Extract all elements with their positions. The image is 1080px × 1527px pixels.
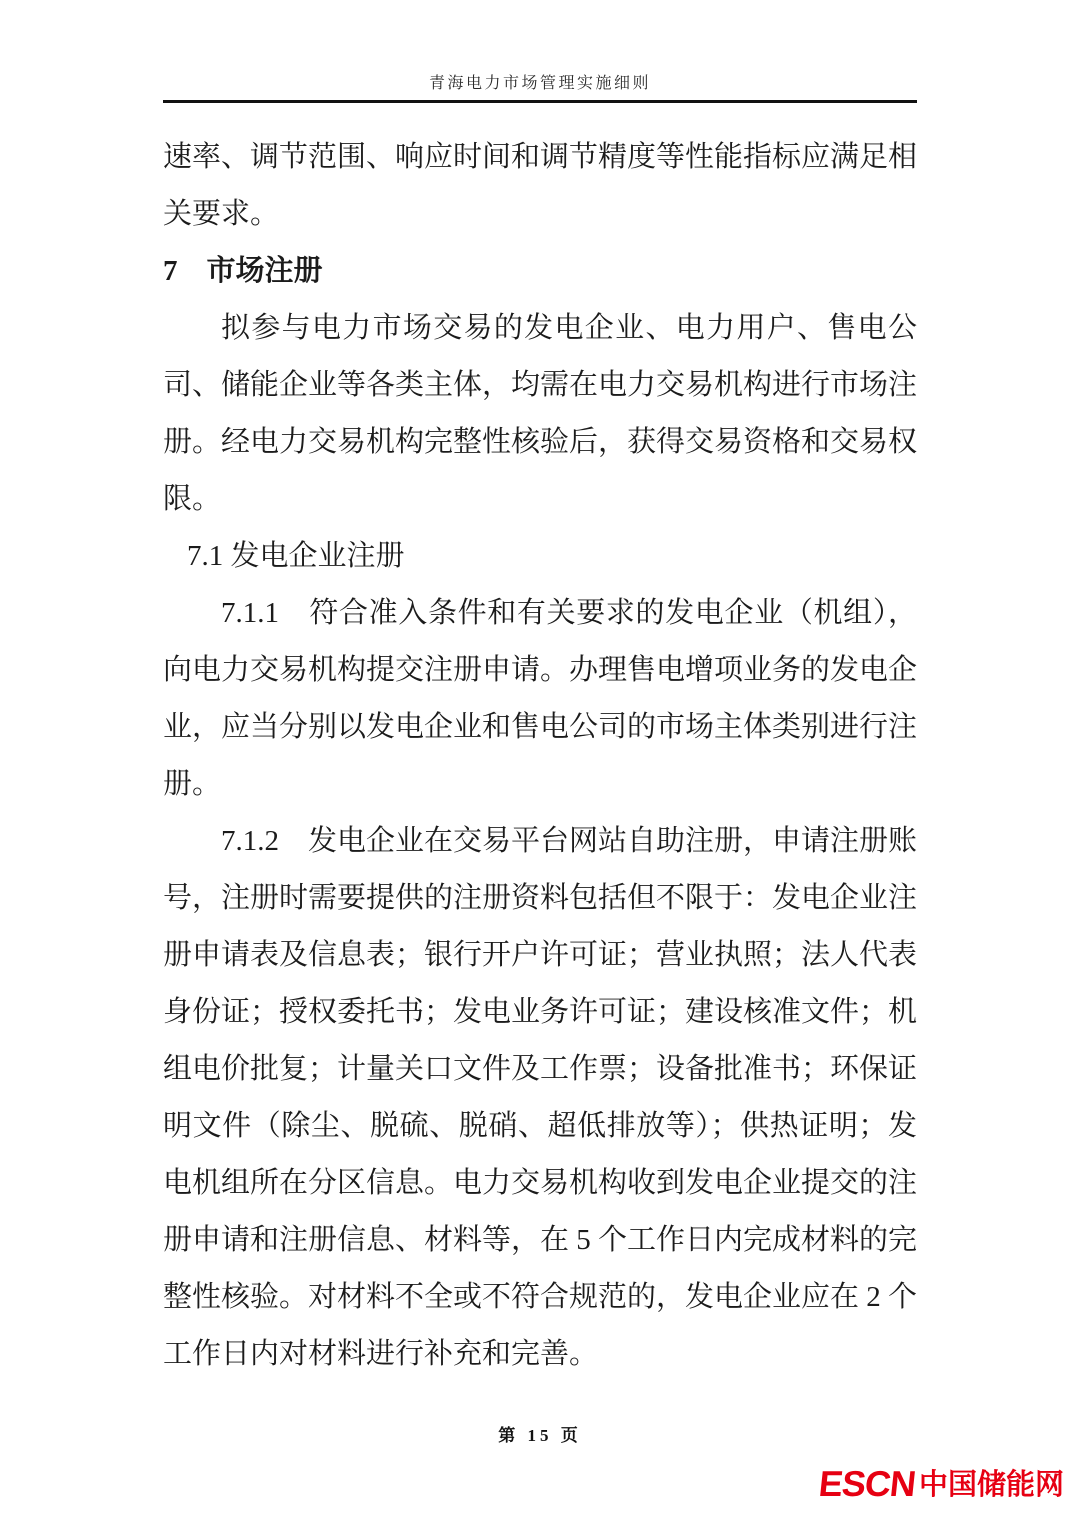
clause-7-1-2-paragraph: 7.1.2 发电企业在交易平台网站自助注册，申请注册账号，注册时需要提供的注册资料包括但不限于：发电企业注册申请表及信息表；银行开户许可证；营业执照；法人代表身份证；授权委托书；发电业务许可证；建设核准文件；机组电价批复；计量关口文件及工作票；设备批准书；环保证明文件（除尘、脱硫、脱硝、超低排放等）；供热证明；发电机组所在分区信息。电力交易机构收到发电企业提交的注册申请和注册信息、材料等，在 5 个工作日内完成材料的完整性核验。对材料不全或不符合规范的，发电企业应在 2 个工作日内对材料进行补充和完善。 bbox=[163, 825, 918, 1370]
paragraph-continuation: 速率、调节范围、响应时间和调节精度等性能指标应满足相关要求。 bbox=[163, 141, 918, 230]
clause-7-1-1-paragraph: 7.1.1 符合准入条件和有关要求的发电企业（机组），向电力交易机构提交注册申请。办理售电增项业务的发电企业，应当分别以发电企业和售电公司的市场主体类别进行注册。 bbox=[163, 597, 918, 800]
section-7-intro-paragraph: 拟参与电力市场交易的发电企业、电力用户、售电公司、储能企业等各类主体，均需在电力交易机构进行市场注册。经电力交易机构完整性核验后，获得交易资格和交易权限。 bbox=[163, 312, 918, 515]
escn-logo-chinese-text: 中国储能网 bbox=[918, 1469, 1064, 1501]
running-header-title: 青海电力市场管理实施细则 bbox=[428, 75, 651, 92]
page-number: 第 15 页 bbox=[498, 1426, 582, 1445]
escn-logo-latin-text: ESCN bbox=[816, 1463, 918, 1504]
document-body bbox=[163, 129, 917, 1383]
escn-logo bbox=[816, 1463, 1064, 1504]
header-divider-rule bbox=[163, 100, 917, 103]
section-7-1-heading: 7.1 发电企业注册 bbox=[187, 540, 405, 572]
section-7-heading: 7 市场注册 bbox=[163, 255, 323, 287]
